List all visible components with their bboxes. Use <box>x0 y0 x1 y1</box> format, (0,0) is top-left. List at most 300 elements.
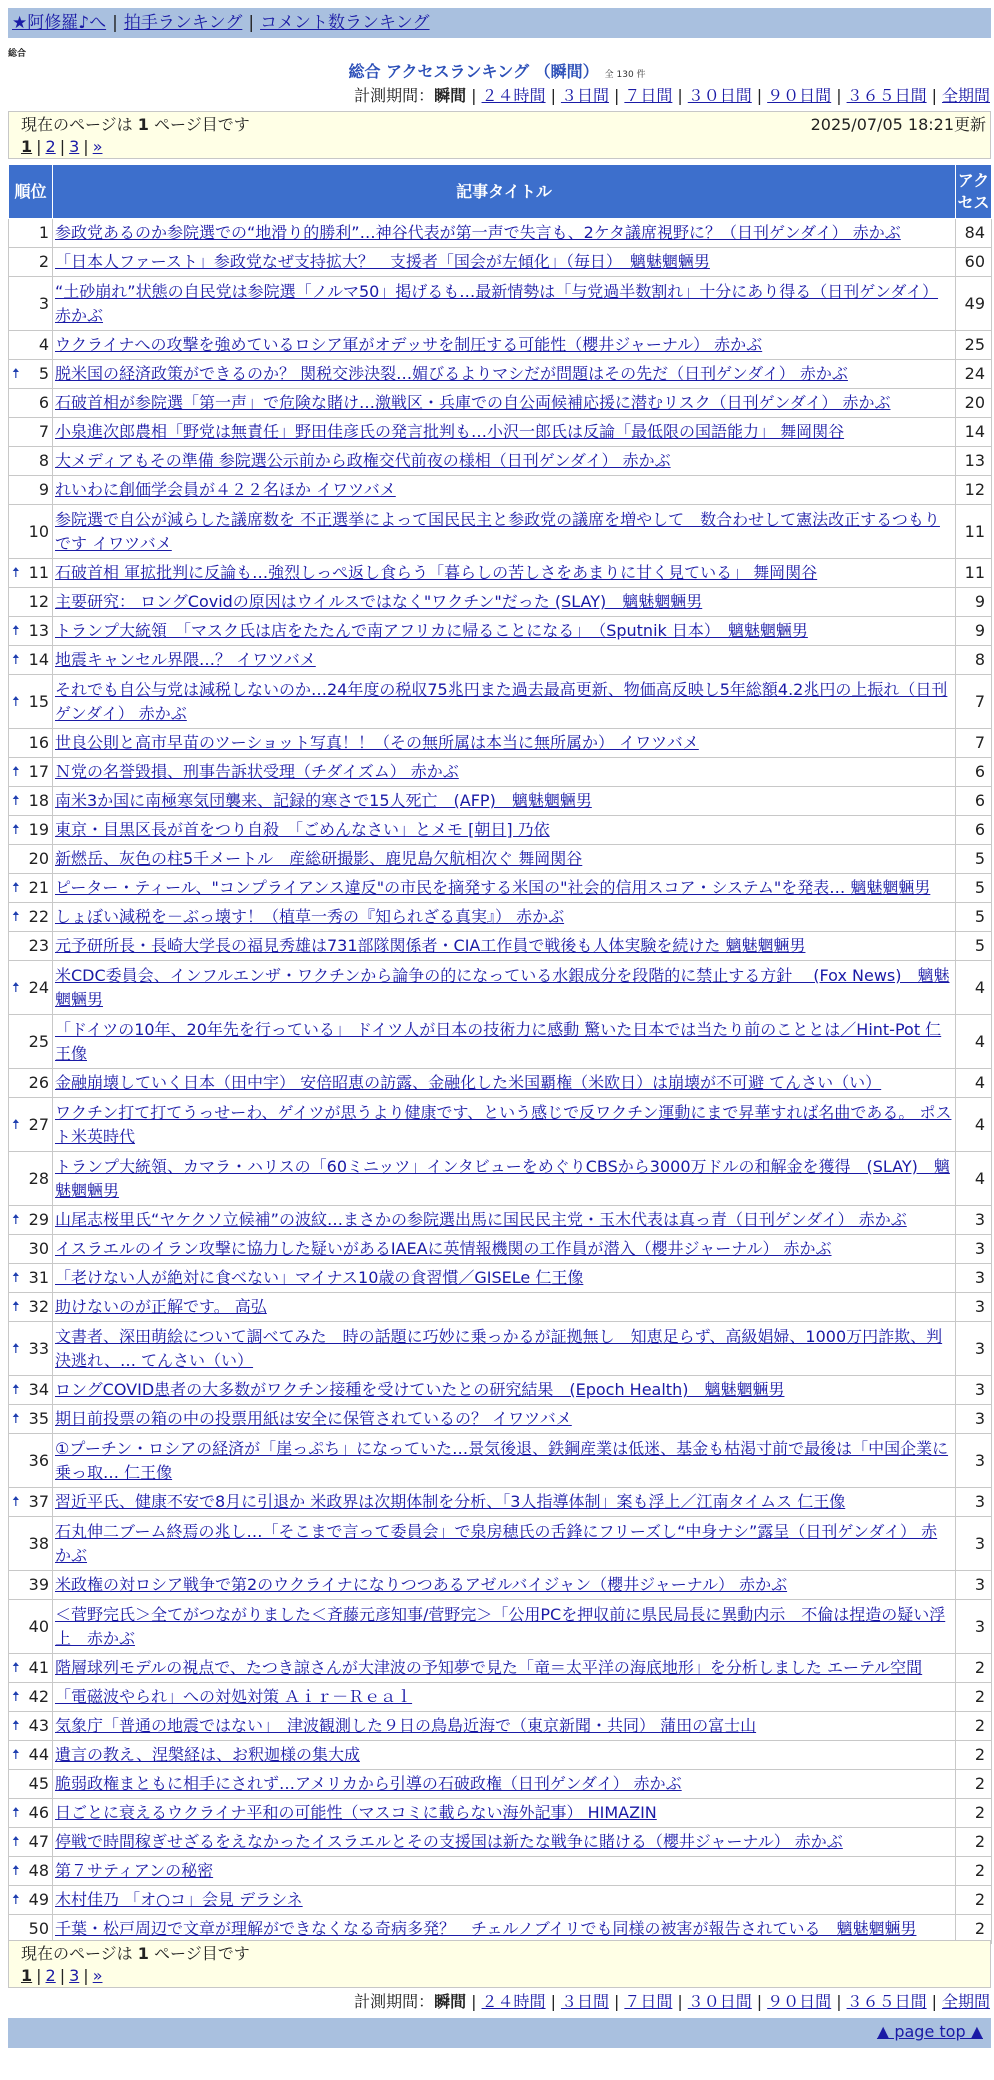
up-arrow-icon: 🠅 <box>12 693 20 710</box>
rank-number: 39 <box>28 1575 49 1594</box>
article-link[interactable]: ＜菅野完氏＞全てがつながりました＜斉藤元彦知事/菅野完＞「公用PCを押収前に県民局長に異動内示 不倫は捏造の疑い浮上 赤かぶ <box>55 1604 946 1648</box>
rank-number: 35 <box>28 1409 49 1428</box>
access-count: 7 <box>956 675 992 729</box>
table-row <box>9 1069 992 1098</box>
rank-cell <box>9 758 53 787</box>
period-link[interactable]: 全期間 <box>941 86 990 105</box>
title-cell <box>53 248 956 277</box>
up-arrow-icon: 🠅 <box>12 979 20 996</box>
table-row <box>9 675 992 729</box>
title-cell <box>53 617 956 646</box>
period-link[interactable]: ７日間 <box>624 1992 673 2011</box>
article-link[interactable]: イスラエルのイラン攻撃に協力した疑いがあるIAEAに英情報機関の工作員が潜入（櫻井ジャーナル） 赤かぶ <box>55 1239 832 1258</box>
rank-number: 50 <box>28 1919 49 1938</box>
period-link[interactable]: ３日間 <box>560 1992 609 2011</box>
article-link[interactable]: 石破首相が参院選「第一声」で危険な賭け…激戦区・兵庫での自公両候補応援に潜むリスク（日刊ゲンダイ） 赤かぶ <box>55 393 891 412</box>
table-row <box>9 1517 992 1571</box>
period-link[interactable]: ９０日間 <box>767 1992 832 2011</box>
article-link[interactable]: Ｎ党の名誉毀損、刑事告訴状受理（チダイズム） 赤かぶ <box>55 762 459 781</box>
article-link[interactable]: 第７サティアンの秘密 <box>55 1861 214 1880</box>
article-link[interactable]: 山尾志桜里氏“ヤケクソ立候補”の波紋…まさかの参院選出馬に国民民主党・玉木代表は真っ青（日刊ゲンダイ） 赤かぶ <box>55 1210 907 1229</box>
table-row <box>9 1799 992 1828</box>
access-count: 2 <box>956 1654 992 1683</box>
rank-cell <box>9 1517 53 1571</box>
access-count: 3 <box>956 1488 992 1517</box>
period-link[interactable]: ２４時間 <box>481 1992 546 2011</box>
article-link[interactable]: しょぼい減税を－ぶっ壊す！（植草一秀の『知られざる真実』） 赤かぶ <box>55 907 565 926</box>
article-link[interactable]: 小泉進次郎農相「野党は無責任」野田佳彦氏の発言批判も…小沢一郎氏は反論「最低限の国語能力」 舞岡関谷 <box>55 422 845 441</box>
rank-cell <box>9 1799 53 1828</box>
up-arrow-icon: 🠅 <box>12 1411 20 1427</box>
home-link[interactable]: ★阿修羅♪へ <box>12 13 107 33</box>
table-row <box>9 1405 992 1434</box>
article-link[interactable]: 遺言の教え、涅槃経は、お釈迦様の集大成 <box>55 1745 360 1764</box>
rank-number: 2 <box>38 252 49 271</box>
up-arrow-icon: 🠅 <box>12 1382 20 1398</box>
clap-ranking-link[interactable]: 拍手ランキング <box>123 13 243 33</box>
rank-number: 27 <box>28 1114 49 1134</box>
title-cell <box>53 360 956 389</box>
title-cell <box>53 1683 956 1712</box>
title-cell <box>53 331 956 360</box>
access-count: 5 <box>956 845 992 874</box>
table-row <box>9 1571 992 1600</box>
access-count: 5 <box>956 903 992 932</box>
title-cell <box>53 219 956 248</box>
article-link[interactable]: 気象庁「普通の地震ではない」 津波観測した９日の鳥島近海で（東京新聞・共同） 蒲田の富士山 <box>55 1716 757 1735</box>
article-link[interactable]: 金融崩壊していく日本（田中宇） 安倍昭恵の訪露、金融化した米国覇権（米欧日）は崩壊が不可避 てんさい（い） <box>55 1073 882 1092</box>
article-link[interactable]: ワクチン打て打てうっせーわ、ゲイツが思うより健康です、という感じで反ワクチン運動にまで昇華すれば名曲である。 ポスト米英時代 <box>55 1102 952 1146</box>
article-link[interactable]: 脱米国の経済政策ができるのか？ 関税交渉決裂…媚びるよりマシだが問題はその先だ（日刊ゲンダイ） 赤かぶ <box>55 364 848 383</box>
rank-cell <box>9 1264 53 1293</box>
article-link[interactable]: “土砂崩れ”状態の自民党は参院選「ノルマ50」掲げるも…最新情勢は「与党過半数割れ」十分にあり得る（日刊ゲンダイ） 赤かぶ <box>55 281 939 325</box>
title-cell <box>53 1264 956 1293</box>
title-cell <box>53 1069 956 1098</box>
article-link[interactable]: 石破首相 軍拡批判に反論も…強烈しっぺ返し食らう「暮らしの苦しさをあまりに甘く見ている」 舞岡関谷 <box>55 563 818 582</box>
access-count: 25 <box>956 331 992 360</box>
page-separator: | <box>59 137 66 156</box>
article-link[interactable]: 千葉・松戸周辺で文章が理解ができなくなる奇病多発？ チェルノブイリでも同様の被害が報告されている 魑魅魍魎男 <box>55 1919 917 1938</box>
period-separator: | <box>677 1992 683 2011</box>
access-count: 3 <box>956 1376 992 1405</box>
up-arrow-icon: 🠅 <box>12 1270 20 1286</box>
rank-cell <box>9 1152 53 1206</box>
next-page-link[interactable]: » <box>92 137 103 156</box>
title-cell <box>53 447 956 476</box>
table-row <box>9 1770 992 1799</box>
article-link[interactable]: それでも自公与党は減税しないのか…24年度の税収75兆円また過去最高更新、物価高反映し5年総額4.2兆円の上振れ（日刊ゲンダイ） 赤かぶ <box>55 679 948 723</box>
table-row <box>9 961 992 1015</box>
article-link[interactable]: れいわに創価学会員が４２２名ほか イワツバメ <box>55 480 396 499</box>
title-cell <box>53 758 956 787</box>
article-link[interactable]: 世良公則と高市早苗のツーショット写真！！（その無所属は本当に無所属か） イワツバメ <box>55 733 699 752</box>
period-link[interactable]: ３日間 <box>560 86 609 105</box>
rank-cell <box>9 816 53 845</box>
access-count: 2 <box>956 1683 992 1712</box>
page-link[interactable]: 2 <box>45 137 56 156</box>
access-count: 9 <box>956 588 992 617</box>
up-arrow-icon: 🠅 <box>12 793 20 809</box>
article-link[interactable]: 元予研所長・長崎大学長の福見秀雄は731部隊関係者・CIA工作員で戦後も人体実験を続けた 魑魅魍魎男 <box>55 936 806 955</box>
article-link[interactable]: トランプ大統領 「マスク氏は店をたたんで南アフリカに帰ることになる」 （Sputnik 日本） 魑魅魍魎男 <box>55 621 808 640</box>
access-count: 5 <box>956 874 992 903</box>
page-link[interactable]: 2 <box>45 1966 56 1985</box>
up-arrow-icon: 🠅 <box>12 822 20 838</box>
access-header: アクセス <box>956 165 992 219</box>
title-cell <box>53 1654 956 1683</box>
table-row <box>9 1015 992 1069</box>
period-separator: | <box>613 86 620 105</box>
title-cell <box>53 1886 956 1915</box>
article-link[interactable]: 参院選で自公が減らした議席数を 不正選挙によって国民民主と参政党の議席を増やして 数合わせして憲法改正するつもりです イワツバメ <box>55 509 940 553</box>
title-cell <box>53 874 956 903</box>
article-link[interactable]: 大メディアもその準備 参院選公示前から政権交代前夜の様相（日刊ゲンダイ） 赤かぶ <box>55 451 671 470</box>
up-arrow-icon: 🠅 <box>12 1892 20 1908</box>
rank-cell <box>9 646 53 675</box>
article-link[interactable]: 参政党あるのか参院選での“地滑り的勝利”…神谷代表が第一声で失言も、2ケタ議席視野に？（日刊ゲンダイ） 赤かぶ <box>55 223 901 242</box>
access-count: 2 <box>956 1915 992 1944</box>
next-page-link[interactable]: » <box>92 1966 103 1985</box>
access-count: 49 <box>956 277 992 331</box>
table-row <box>9 1828 992 1857</box>
period-separator: | <box>471 1992 477 2011</box>
access-count: 14 <box>956 418 992 447</box>
table-row <box>9 219 992 248</box>
access-count: 2 <box>956 1741 992 1770</box>
rank-cell <box>9 360 53 389</box>
rank-cell <box>9 447 53 476</box>
up-arrow-icon: 🠅 <box>12 623 20 639</box>
page-separator: | <box>59 1966 66 1985</box>
page-separator: | <box>83 1966 89 1985</box>
table-row <box>9 248 992 277</box>
table-row <box>9 1654 992 1683</box>
table-row <box>9 903 992 932</box>
title-cell <box>53 1434 956 1488</box>
up-arrow-icon: 🠅 <box>12 1689 20 1705</box>
title-cell <box>53 1828 956 1857</box>
title-cell <box>53 816 956 845</box>
category-label: 総合 <box>8 49 27 59</box>
rank-cell <box>9 1069 53 1098</box>
title-cell <box>53 1857 956 1886</box>
up-arrow-icon: 🠅 <box>12 1834 20 1850</box>
period-separator: | <box>836 1992 842 2011</box>
table-row <box>9 1857 992 1886</box>
rank-number: 21 <box>28 878 49 897</box>
access-count: 9 <box>956 617 992 646</box>
article-link[interactable]: 停戦で時間稼ぎせざるをえなかったイスラエルとその支援国は新たな戦争に賭ける（櫻井ジャーナル） 赤かぶ <box>55 1832 843 1851</box>
title-cell <box>53 1799 956 1828</box>
rank-number: 43 <box>28 1716 49 1735</box>
table-row <box>9 447 992 476</box>
table-row <box>9 331 992 360</box>
access-count: 2 <box>956 1857 992 1886</box>
rank-number: 36 <box>28 1450 49 1470</box>
title-header: 記事タイトル <box>53 165 956 219</box>
page-links <box>21 136 978 158</box>
title-cell <box>53 277 956 331</box>
article-link[interactable]: 石丸伸二ブーム終焉の兆し…「そこまで言って委員会」で泉房穂氏の舌鋒にフリーズし“中身ナシ”露呈（日刊ゲンダイ） 赤かぶ <box>55 1521 938 1565</box>
title-cell <box>53 505 956 559</box>
article-link[interactable]: 東京・目黒区長が首をつり自殺 「ごめんなさい」とメモ [朝日] 乃依 <box>55 820 550 839</box>
period-separator: | <box>756 86 763 105</box>
period-link[interactable]: ７日間 <box>624 86 673 105</box>
period-link[interactable]: ３０日間 <box>687 1992 752 2011</box>
article-link[interactable]: 「ドイツの10年、20年先を行っている」 ドイツ人が日本の技術力に感動 驚いた日本では当たり前のこととは／Hint-Pot 仁王像 <box>55 1019 942 1063</box>
rank-cell <box>9 787 53 816</box>
current-page: 1 <box>21 1966 33 1985</box>
page-separator: | <box>36 137 42 156</box>
table-row <box>9 932 992 961</box>
rank-number: 38 <box>28 1533 49 1553</box>
article-link[interactable]: 米CDC委員会、インフルエンザ・ワクチンから論争の的になっている水銀成分を段階的に禁止する方針 (Fox News) 魑魅魍魎男 <box>55 965 950 1009</box>
article-link[interactable]: 木村佳乃 「オ○コ」会見 デラシネ <box>55 1890 303 1909</box>
period-link[interactable]: ３０日間 <box>687 86 752 105</box>
rank-cell <box>9 1015 53 1069</box>
rank-number: 13 <box>28 621 49 640</box>
title-cell <box>53 932 956 961</box>
article-link[interactable]: 習近平氏、健康不安で8月に引退か 米政界は次期体制を分析、「3人指導体制」案も浮上／江南タイムス 仁王像 <box>55 1492 846 1511</box>
rank-cell <box>9 1654 53 1683</box>
page-status: 現在のページは 1 ページ目です <box>21 115 250 134</box>
rank-number: 5 <box>38 364 49 383</box>
table-row <box>9 277 992 331</box>
article-link[interactable]: 文書者、深田萌絵について調べてみた 時の話題に巧妙に乗っかるが証拠無し 知恵足らず、高級娼婦、1000万円詐欺、判決逃れ、… てんさい（い） <box>55 1326 943 1370</box>
rank-cell <box>9 1434 53 1488</box>
access-count: 6 <box>956 758 992 787</box>
table-row <box>9 1488 992 1517</box>
title-cell <box>53 559 956 588</box>
rank-cell <box>9 1571 53 1600</box>
rank-cell <box>9 675 53 729</box>
access-count: 13 <box>956 447 992 476</box>
period-separator: | <box>931 1992 937 2011</box>
rank-cell <box>9 1857 53 1886</box>
rank-cell <box>9 729 53 758</box>
access-count: 12 <box>956 476 992 505</box>
rank-number: 49 <box>28 1890 49 1909</box>
article-link[interactable]: 「日本人ファースト」参政党なぜ支持拡大？ 支援者「国会が左傾化」（毎日） 魑魅魍魎男 <box>55 252 710 271</box>
article-link[interactable]: ウクライナへの攻撃を強めているロシア軍がオデッサを制圧する可能性（櫻井ジャーナル） 赤かぶ <box>55 335 763 354</box>
page-link[interactable]: 3 <box>69 1966 80 1985</box>
period-link[interactable]: ２４時間 <box>481 86 546 105</box>
rank-cell <box>9 1741 53 1770</box>
access-count: 4 <box>956 1098 992 1152</box>
title-cell <box>53 1152 956 1206</box>
table-row <box>9 845 992 874</box>
rank-cell <box>9 1235 53 1264</box>
top-nav <box>8 8 991 38</box>
access-count: 84 <box>956 219 992 248</box>
up-arrow-icon: 🠅 <box>12 1494 20 1510</box>
table-row <box>9 1434 992 1488</box>
rank-cell <box>9 845 53 874</box>
table-row <box>9 505 992 559</box>
nav-separator: | <box>112 13 118 33</box>
rank-number: 11 <box>28 563 49 582</box>
rank-number: 22 <box>28 907 49 926</box>
title-cell <box>53 389 956 418</box>
rank-number: 32 <box>28 1297 49 1316</box>
up-arrow-icon: 🠅 <box>12 1212 20 1228</box>
article-link[interactable]: 日ごとに衰えるウクライナ平和の可能性（マスコミに載らない海外記事） HIMAZIN <box>55 1803 657 1822</box>
rank-cell <box>9 1098 53 1152</box>
table-row <box>9 559 992 588</box>
rank-cell <box>9 1206 53 1235</box>
rank-cell <box>9 1683 53 1712</box>
access-count: 60 <box>956 248 992 277</box>
table-row <box>9 1741 992 1770</box>
rank-number: 24 <box>28 977 49 997</box>
total-count: 全 130 件 <box>604 70 646 80</box>
rank-cell <box>9 559 53 588</box>
title-cell <box>53 1741 956 1770</box>
rank-cell <box>9 617 53 646</box>
title-cell <box>53 418 956 447</box>
rank-cell <box>9 1376 53 1405</box>
rank-cell <box>9 874 53 903</box>
access-count: 11 <box>956 559 992 588</box>
period-separator: | <box>836 86 842 105</box>
article-link[interactable]: 期日前投票の箱の中の投票用紙は安全に保管されているの？ イワツバメ <box>55 1409 572 1428</box>
up-arrow-icon: 🠅 <box>12 1747 20 1763</box>
table-row <box>9 1600 992 1654</box>
rank-cell <box>9 1293 53 1322</box>
article-link[interactable]: ピーター・ティール、"コンプライアンス違反"の市民を摘発する米国の"社会的信用スコア・システム"を発表… 魑魅魍魎男 <box>55 878 931 897</box>
up-arrow-icon: 🠅 <box>12 764 20 780</box>
table-row <box>9 418 992 447</box>
access-count: 2 <box>956 1770 992 1799</box>
access-count: 4 <box>956 961 992 1015</box>
rank-number: 18 <box>28 791 49 810</box>
rank-cell <box>9 476 53 505</box>
table-row <box>9 1098 992 1152</box>
nav-separator: | <box>248 13 255 33</box>
article-link[interactable]: 米政権の対ロシア戦争で第2のウクライナになりつつあるアゼルバイジャン（櫻井ジャーナル） 赤かぶ <box>55 1575 788 1594</box>
up-arrow-icon: 🠅 <box>12 652 20 668</box>
period-link[interactable]: ３６５日間 <box>846 86 927 105</box>
access-count: 6 <box>956 816 992 845</box>
period-separator: | <box>471 86 477 105</box>
article-link[interactable]: ロングCOVID患者の大多数がワクチン接種を受けていたとの研究結果 (Epoch Health) 魑魅魍魎男 <box>55 1380 785 1399</box>
table-row <box>9 1264 992 1293</box>
rank-number: 12 <box>28 592 49 611</box>
rank-cell <box>9 331 53 360</box>
article-link[interactable]: 新燃岳、灰色の柱5千メートル 産総研撮影、鹿児島欠航相次ぐ 舞岡関谷 <box>55 849 583 868</box>
rank-number: 46 <box>28 1803 49 1822</box>
access-count: 6 <box>956 787 992 816</box>
access-count: 4 <box>956 1069 992 1098</box>
period-link[interactable]: ３６５日間 <box>846 1992 927 2011</box>
rank-number: 41 <box>28 1658 49 1677</box>
article-link[interactable]: 「老けない人が絶対に食べない」マイナス10歳の食習慣／GISELe 仁王像 <box>55 1268 584 1287</box>
page-title <box>0 62 994 85</box>
access-count: 24 <box>956 360 992 389</box>
rank-number: 19 <box>28 820 49 839</box>
title-cell <box>53 903 956 932</box>
rank-cell <box>9 903 53 932</box>
page-top-link[interactable]: ▲ page top ▲ <box>876 2022 983 2041</box>
rank-number: 26 <box>28 1073 49 1092</box>
article-link[interactable]: 地震キャンセル界隈…？ イワツバメ <box>55 650 316 669</box>
article-link[interactable]: 主要研究： ロングCovidの原因はウイルスではなく"ワクチン"だった (SLAY) 魑魅魍魎男 <box>55 592 703 611</box>
rank-number: 6 <box>38 393 49 412</box>
article-link[interactable]: トランプ大統領、カマラ・ハリスの「60ミニッツ」インタビューをめぐりCBSから3000万ドルの和解金を獲得 (SLAY) 魑魅魍魎男 <box>55 1156 950 1200</box>
access-count: 3 <box>956 1405 992 1434</box>
access-count: 2 <box>956 1799 992 1828</box>
ranking-title: 総合 アクセスランキング （瞬間） <box>348 62 599 81</box>
rank-cell <box>9 1886 53 1915</box>
rank-cell <box>9 1770 53 1799</box>
title-cell <box>53 1571 956 1600</box>
table-row <box>9 1886 992 1915</box>
period-separator: | <box>931 86 937 105</box>
article-link[interactable]: 助けないのが正解です。 高弘 <box>55 1297 267 1316</box>
article-link[interactable]: 南米3か国に南極寒気団襲来、記録的寒さで15人死亡 (AFP) 魑魅魍魎男 <box>55 791 592 810</box>
rank-cell <box>9 277 53 331</box>
access-count: 3 <box>956 1517 992 1571</box>
rank-cell <box>9 1600 53 1654</box>
period-selector-bottom <box>354 1992 990 2012</box>
page-separator: | <box>36 1966 42 1985</box>
access-count: 3 <box>956 1293 992 1322</box>
period-link[interactable]: ９０日間 <box>767 86 832 105</box>
up-arrow-icon: 🠅 <box>12 1718 20 1734</box>
table-row <box>9 729 992 758</box>
up-arrow-icon: 🠅 <box>12 366 20 382</box>
access-count: 3 <box>956 1571 992 1600</box>
page-status-number: 1 <box>137 1944 149 1963</box>
updated-time: 2025/07/05 18:21更新 <box>810 115 986 134</box>
period-separator: | <box>756 1992 763 2011</box>
access-count: 4 <box>956 1152 992 1206</box>
access-count: 2 <box>956 1828 992 1857</box>
access-count: 3 <box>956 1600 992 1654</box>
title-cell <box>53 646 956 675</box>
access-count: 3 <box>956 1206 992 1235</box>
period-link[interactable]: 全期間 <box>941 1992 990 2011</box>
rank-number: 33 <box>28 1338 49 1358</box>
rank-cell <box>9 961 53 1015</box>
title-cell <box>53 1015 956 1069</box>
table-row <box>9 1712 992 1741</box>
period-label: 計測期間： <box>354 86 435 105</box>
table-row <box>9 360 992 389</box>
article-link[interactable]: 階層球列モデルの視点で、たつき諒さんが大津波の予知夢で見た「竜＝太平洋の海底地形」を分析しました エーテル空間 <box>55 1658 923 1677</box>
up-arrow-icon: 🠅 <box>12 1299 20 1315</box>
access-count: 4 <box>956 1015 992 1069</box>
access-count: 2 <box>956 1712 992 1741</box>
comment-ranking-link[interactable]: コメント数ランキング <box>260 13 430 33</box>
article-link[interactable]: 「電磁波やられ」への対処対策 Ａｉｒ－Ｒｅａｌ <box>55 1687 413 1706</box>
rank-number: 9 <box>38 480 49 499</box>
title-cell <box>53 1098 956 1152</box>
page-link[interactable]: 3 <box>69 137 80 156</box>
bottom-bar <box>8 2018 991 2048</box>
rank-number: 29 <box>28 1210 49 1229</box>
article-link[interactable]: ①プーチン・ロシアの経済が「崖っぷち」になっていた…景気後退、鉄鋼産業は低迷、基金も枯渇寸前で最後は「中国企業に乗っ取… 仁王像 <box>55 1438 949 1482</box>
up-arrow-icon: 🠅 <box>12 1660 20 1676</box>
rank-cell <box>9 1322 53 1376</box>
rank-number: 20 <box>28 849 49 868</box>
access-count: 5 <box>956 932 992 961</box>
pager <box>8 111 991 159</box>
page-status-number: 1 <box>137 115 149 134</box>
table-row <box>9 389 992 418</box>
article-link[interactable]: 脆弱政権まともに相手にされず…アメリカから引導の石破政権（日刊ゲンダイ） 赤かぶ <box>55 1774 682 1793</box>
rank-number: 48 <box>28 1861 49 1880</box>
